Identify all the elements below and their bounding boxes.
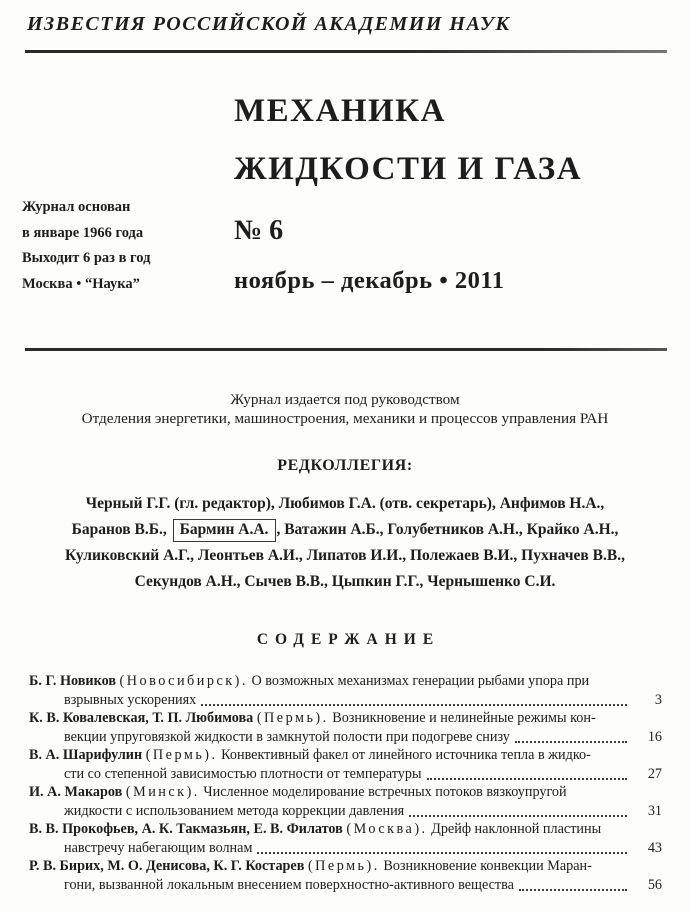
toc-title-line2: навстречу набегающим волнам: [64, 839, 253, 856]
toc-title-line1: О возможных механизмах генерации рыбами упора при: [251, 673, 590, 689]
divider-middle: [25, 348, 667, 351]
toc-page-number: 27: [647, 765, 662, 782]
toc-entry: [29, 672, 662, 709]
toc-title-line2: взрывных ускорениях: [64, 691, 197, 708]
toc-title-line2: гони, вызванной локальным внесением поверхностно-активного вещества: [64, 876, 514, 893]
journal-title-line2: ЖИДКОСТИ И ГАЗА: [234, 151, 583, 187]
toc-entry: [29, 783, 662, 820]
editorial-board-line1: Черный Г.Г. (гл. редактор), Любимов Г.А. (отв. секретарь), Анфимов Н.А.,: [85, 495, 605, 512]
editorial-board-line4: Секундов А.Н., Сычев В.В., Цыпкин Г.Г., Чернышенко С.И.: [134, 573, 556, 590]
governance-block: [0, 391, 690, 428]
toc-city: (Пермь).: [256, 710, 329, 726]
toc-title-line2: жидкости с использованием метода коррекции давления: [64, 802, 405, 819]
academy-header: ИЗВЕСТИЯ РОССИЙСКОЙ АКАДЕМИИ НАУК: [27, 13, 511, 35]
toc-authors: Б. Г. Новиков: [29, 673, 116, 689]
toc-authors: В. В. Прокофьев, А. К. Такмазьян, Е. В. Филатов: [29, 821, 343, 837]
governance-line2: Отделения энергетики, машиностроения, механики и процессов управления РАН: [81, 409, 609, 427]
toc-authors: И. А. Макаров: [29, 784, 123, 800]
table-of-contents: [29, 672, 662, 894]
toc-city: (Пермь).: [145, 747, 218, 763]
toc-authors: Р. В. Бирих, М. О. Денисова, К. Г. Костарев: [29, 858, 305, 874]
board-line2-after: , Ватажин А.Б., Голубетников А.Н., Крайко А.Н.,: [276, 521, 619, 538]
toc-page-number: 16: [647, 728, 662, 745]
toc-entry: [29, 709, 662, 746]
journal-imprint-block: [22, 195, 150, 297]
toc-dots-leader: [427, 778, 627, 780]
board-line2-before: Баранов В.Б.,: [71, 521, 167, 538]
editorial-board-list: [15, 491, 675, 595]
toc-dots-leader: [257, 852, 627, 854]
toc-title-line1: Возникновение и нелинейные режимы кон-: [332, 710, 596, 726]
governance-line1: Журнал издается под руководством: [230, 391, 460, 408]
toc-page-number: 56: [647, 876, 662, 893]
founded-line1: Журнал основан: [22, 199, 131, 215]
toc-entry: [29, 857, 662, 894]
issue-number: № 6: [234, 215, 284, 246]
toc-title-line1: Дрейф наклонной пластины: [431, 821, 602, 837]
editorial-board-line2: [15, 517, 675, 543]
toc-city: (Минск).: [125, 784, 200, 800]
toc-authors: К. В. Ковалевская, Т. П. Любимова: [29, 710, 254, 726]
toc-page-number: 3: [654, 691, 662, 708]
journal-title-line1: МЕХАНИКА: [234, 93, 446, 129]
frequency-line: Выходит 6 раз в год: [22, 250, 151, 266]
toc-title-line2: векции упруговязкой жидкости в замкнутой полости при подогреве снизу: [64, 728, 510, 745]
publisher-line: Москва • “Наука”: [22, 275, 140, 292]
toc-title-line2: сти со степенной зависимостью плотности от температуры: [64, 765, 422, 782]
toc-entry: [29, 746, 662, 783]
editorial-board-line3: Куликовский А.Г., Леонтьев А.И., Липатов И.И., Полежаев В.И., Пухначев В.В.,: [65, 547, 625, 564]
divider-top: [25, 50, 667, 53]
toc-title-line1: Возникновение конвекции Маран-: [383, 858, 592, 874]
toc-city: (Новосибирск).: [119, 673, 248, 689]
toc-page-number: 43: [647, 839, 662, 856]
toc-city: (Пермь).: [307, 858, 380, 874]
toc-dots-leader: [515, 741, 627, 743]
contents-heading: СОДЕРЖАНИЕ: [256, 631, 441, 648]
toc-title-line1: Численное моделирование встречных потоков вязкоупругой: [203, 784, 567, 800]
toc-dots-leader: [519, 889, 627, 891]
founded-line2: в январе 1966 года: [22, 224, 144, 241]
toc-city: (Москва).: [346, 821, 428, 837]
toc-dots-leader: [409, 815, 627, 817]
toc-page-number: 31: [647, 802, 662, 819]
toc-dots-leader: [201, 704, 627, 706]
toc-title-line1: Конвективный факел от линейного источника тепла в жидко-: [221, 747, 591, 763]
issue-date: ноябрь – декабрь • 2011: [234, 267, 505, 294]
toc-authors: В. А. Шарифулин: [29, 747, 143, 763]
toc-entry: [29, 820, 662, 857]
boxed-member-name: Бармин А.А.: [173, 519, 277, 542]
editorial-board-heading: РЕДКОЛЛЕГИЯ:: [277, 457, 413, 474]
